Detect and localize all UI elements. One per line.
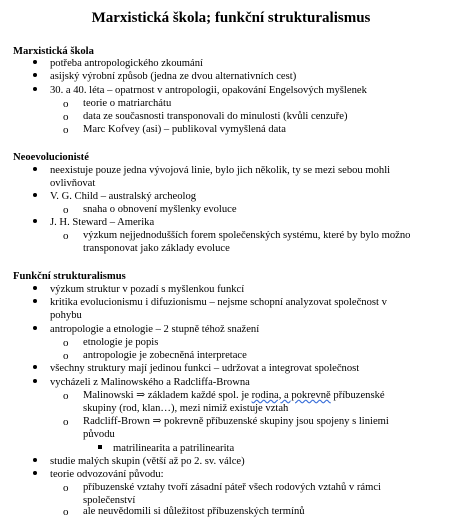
list-item: potřeba antropologického zkoumání bbox=[50, 58, 203, 70]
list-item: 30. a 40. léta – opatrnost v antropologii, opakování Engelsových myšlenek bbox=[50, 85, 367, 97]
list-item: o ale neuvědomili si důležitost příbuzenských termínů bbox=[63, 506, 305, 518]
list-item: kritika evolucionismu i difuzionismu – nejsme schopní analyzovat společnost v bbox=[50, 297, 387, 309]
list-item-continuation: původu bbox=[83, 429, 115, 440]
list-item: J. H. Steward – Amerika bbox=[50, 217, 154, 229]
list-item: neexistuje pouze jedna vývojová linie, bylo jich několik, ty se mezi sebou mohli bbox=[50, 165, 390, 177]
list-item: matrilinearita a patrilinearita bbox=[113, 443, 234, 455]
section-heading-functional: Funkční strukturalismus bbox=[13, 271, 126, 282]
list-item-continuation: transponovat jako základy evoluce bbox=[83, 243, 230, 254]
section-heading-marxist: Marxistická škola bbox=[13, 46, 94, 57]
list-item: o příbuzenské vztahy tvoří zásadní páteř všech rodových vztahů v rámci bbox=[63, 482, 381, 494]
list-item: o Marc Kofvey (asi) – publikoval vymyšlená data bbox=[63, 124, 286, 136]
list-item: V. G. Child – australský archeolog bbox=[50, 191, 196, 203]
list-item: vycházeli z Malinowského a Radcliffa-Browna bbox=[50, 377, 250, 389]
list-item: všechny struktury mají jedinou funkci – udržovat a integrovat společnost bbox=[50, 363, 359, 375]
list-item: o data ze současnosti transponovali do minulosti (kvůli cenzuře) bbox=[63, 111, 348, 123]
list-item: teorie odvozování původu: bbox=[50, 469, 164, 481]
list-item: o antropologie je zobecněná interpretace bbox=[63, 350, 247, 362]
list-item: výzkum struktur v pozadí s myšlenkou funkcí bbox=[50, 284, 244, 296]
list-item-continuation: společenství bbox=[83, 495, 136, 506]
list-item: o výzkum nejjednodušších forem společenských systému, které by bylo možno bbox=[63, 230, 411, 242]
section-heading-neoevolution: Neoevolucionisté bbox=[13, 152, 89, 163]
list-item: antropologie a etnologie – 2 stupně téhož snažení bbox=[50, 324, 259, 336]
list-item: o Radcliff-Brown ⇒ pokrevně příbuzenské skupiny jsou spojeny s liniemi bbox=[63, 416, 389, 428]
list-item: o teorie o matriarchátu bbox=[63, 98, 172, 110]
list-item-continuation: ovlivňovat bbox=[50, 178, 96, 189]
list-item-continuation: skupiny (rod, klan…), mezi nimiž existuje vztah bbox=[83, 403, 289, 414]
list-item: o Malinowski ⇒ základem každé spol. je rodina, a pokrevně příbuzenské bbox=[63, 390, 385, 402]
list-item-continuation: pohybu bbox=[50, 310, 82, 321]
list-item: o etnologie je popis bbox=[63, 337, 159, 349]
list-item: asijský výrobní způsob (jedna ze dvou alternativních cest) bbox=[50, 71, 296, 83]
list-item: o snaha o obnovení myšlenky evoluce bbox=[63, 204, 237, 216]
document-title: Marxistická škola; funkční strukturalismus bbox=[91, 10, 371, 26]
list-item: studie malých skupin (větší až po 2. sv. válce) bbox=[50, 456, 245, 468]
